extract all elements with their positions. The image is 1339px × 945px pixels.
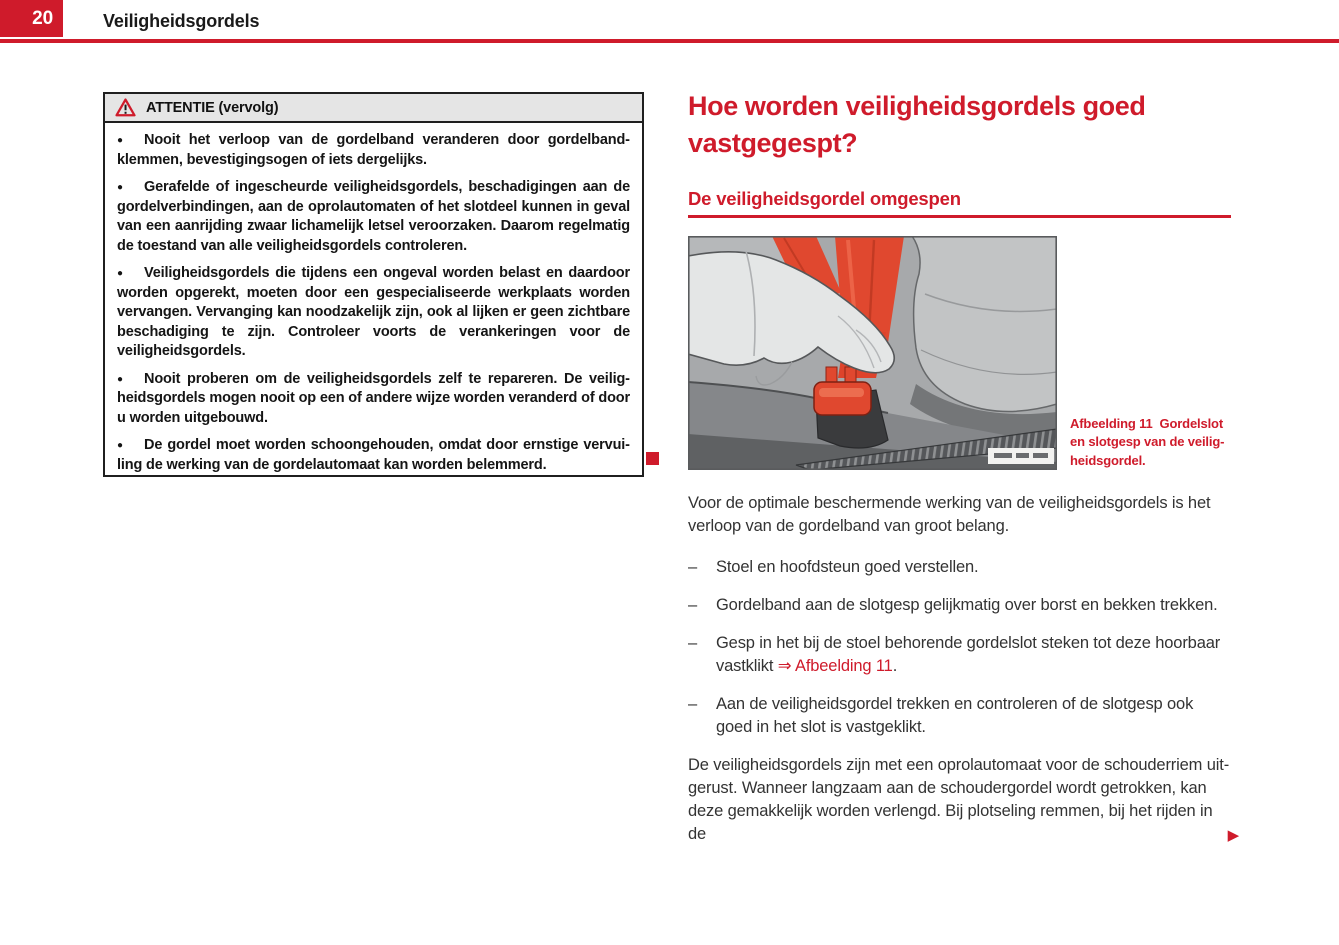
warning-item xyxy=(117,178,630,256)
warning-box-body xyxy=(105,123,642,475)
subsection-heading: De veiligheidsgordel omgespen xyxy=(688,188,1231,218)
bullet-icon: ● xyxy=(117,373,123,385)
warning-item-text: Veiligheidsgordels die tijdens een ongeval worden belast en daardoor worden opgerekt, moeten door een gespecialiseerde werkplaats worden vervangen. Vervanging kan noodzakelijk zijn, ook al lijken er geen zichtbare beschadiging te zijn. Controleer voorts de verankeringen voor de veiligheidsgordels. xyxy=(117,265,630,359)
step-text-pre: Aan de veiligheidsgordel trekken en controleren of de slotgesp ook goed in het slot is vastgeklikt. xyxy=(716,695,1194,736)
dash-bullet: – xyxy=(688,558,698,576)
warning-item-text: De gordel moet worden schoongehouden, omdat door ernstige vervuiling de werking van de gordelautomaat kan worden belemmerd. xyxy=(117,437,630,473)
bullet-icon: ● xyxy=(117,440,123,451)
step-text-pre: Gesp in het bij de stoel behorende gordelslot steken tot deze hoorbaar vastklikt xyxy=(716,634,1221,675)
warning-item xyxy=(117,370,630,429)
step-text xyxy=(716,693,1231,739)
continuation-arrow-icon: ▶ xyxy=(1227,827,1239,844)
header-divider xyxy=(0,39,1339,43)
outro-text: De veiligheidsgordels zijn met een oprolautomaat voor de schouderriem uitgerust. Wanneer langzaam aan de schoudergordel wordt getrokken, kan deze gemakkelijk worden verlengd. Bij plotseling remmen, bij het rijden in de xyxy=(688,756,1230,843)
warning-item xyxy=(117,436,630,475)
step-item xyxy=(688,594,1231,617)
warning-item-text: Gerafelde of ingescheurde veiligheidsgordels, beschadigingen aan de gordelverbindingen, aan de oprolautomaten of het slotdeel kunnen in geval van een aanrijding zwaar lichamelijk letsel veroorzaken. Daarom regelmatig de toestand van alle veiligheidsgordels controleren. xyxy=(117,179,630,254)
figure-reference-label xyxy=(988,448,1054,464)
step-item xyxy=(688,632,1231,678)
figure-cross-reference: ⇒ Afbeelding 11 xyxy=(777,657,893,675)
page-number-box xyxy=(0,0,63,37)
page-number: 20 xyxy=(32,7,53,29)
section-end-marker xyxy=(646,452,659,465)
warning-triangle-icon xyxy=(115,98,136,117)
warning-box xyxy=(103,92,644,477)
section-heading: Hoe worden veiligheidsgordels goed vastgegespt? xyxy=(688,91,1146,158)
warning-title: ATTENTIE (vervolg) xyxy=(146,99,279,116)
warning-box-header xyxy=(105,94,642,123)
step-item xyxy=(688,693,1231,739)
step-text xyxy=(716,594,1231,617)
warning-item-text: Nooit het verloop van de gordelband veranderen door gordelbandklemmen, bevestigingsogen of iets dergelijks. xyxy=(117,132,630,168)
dash-bullet: – xyxy=(688,634,698,652)
warning-item xyxy=(117,131,630,170)
dash-bullet: – xyxy=(688,695,698,713)
step-text-post: . xyxy=(892,657,898,675)
warning-item xyxy=(117,264,630,362)
step-item xyxy=(688,556,1231,579)
outro-paragraph xyxy=(688,754,1239,846)
figure-caption: Afbeelding 11 Gordelslot en slotgesp van de veiligheidsgordel. xyxy=(1070,415,1225,468)
dash-bullet: – xyxy=(688,596,698,614)
step-text xyxy=(716,556,1231,579)
warning-item-text: Nooit proberen om de veiligheidsgordels zelf te repareren. De veiligheidsgordels mogen nooit op een of andere wijze worden veranderd of door u worden uitgebouwd. xyxy=(117,370,630,426)
intro-paragraph: Voor de optimale beschermende werking van de veiligheidsgordels is het verloop van de gordelband van groot belang. xyxy=(688,494,1211,535)
step-text-pre: Stoel en hoofdsteun goed verstellen. xyxy=(716,558,979,576)
bullet-icon: ● xyxy=(117,182,123,193)
step-text xyxy=(716,632,1231,678)
bullet-icon: ● xyxy=(117,135,123,146)
page-title: Veiligheidsgordels xyxy=(103,11,260,31)
figure-illustration-seatbelt-buckle xyxy=(688,236,1057,470)
step-text-pre: Gordelband aan de slotgesp gelijkmatig over borst en bekken trekken. xyxy=(716,596,1218,614)
figure xyxy=(688,236,1231,470)
main-column xyxy=(688,88,1239,846)
bullet-icon: ● xyxy=(117,268,123,279)
